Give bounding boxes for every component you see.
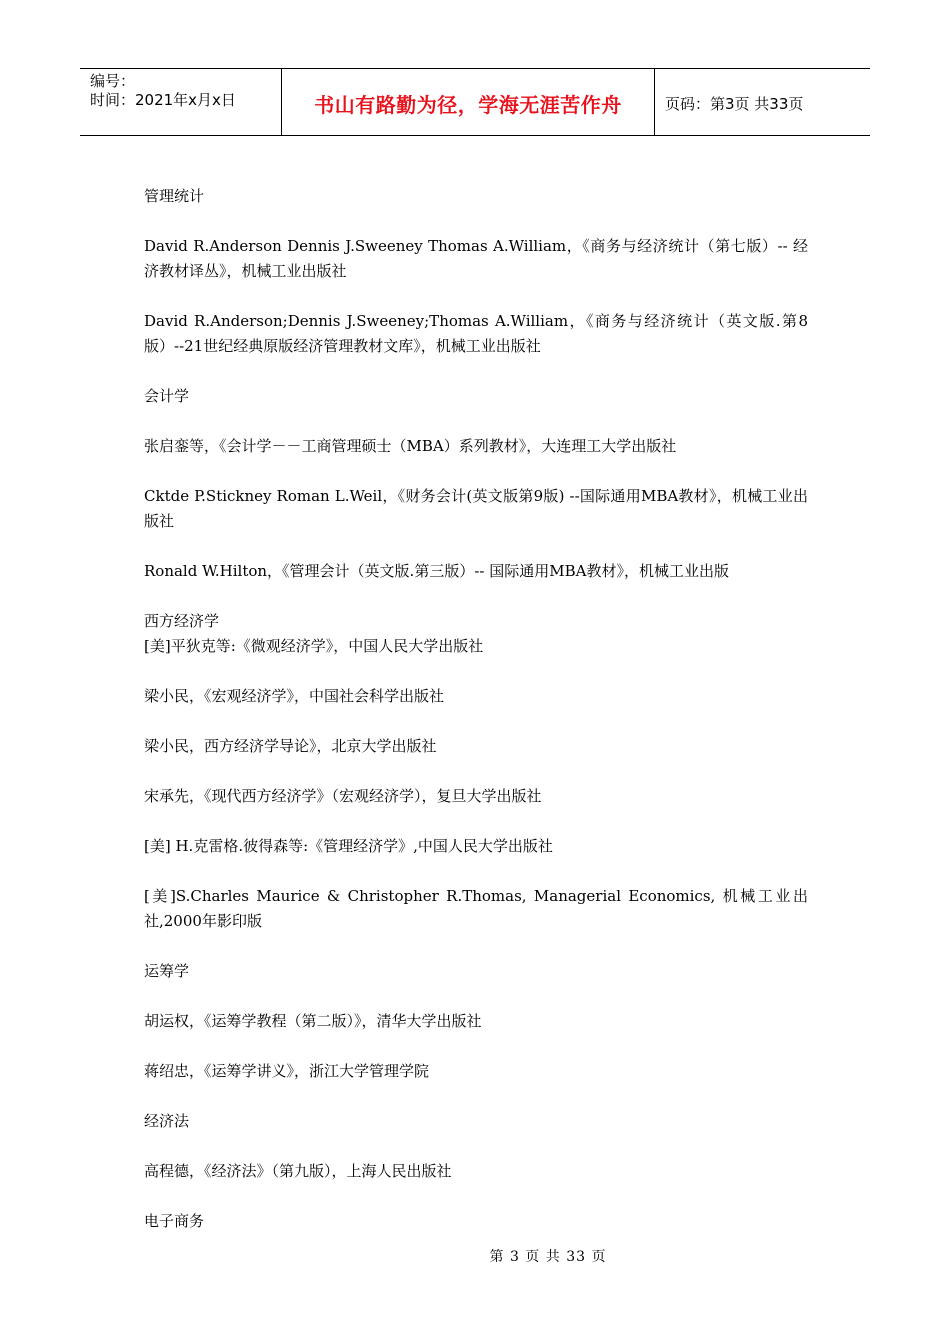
reference-entry: David R.Anderson Dennis J.Sweeney Thomas A.William，《商务与经济统计（第七版）-- 经济教材译丛》，机械工业出版社 (144, 237, 808, 280)
section-heading: 管理统计 (144, 187, 205, 205)
reference-entry: [美]平狄克等:《微观经济学》，中国人民大学出版社 (144, 637, 484, 655)
reference-entry: [美] H.克雷格.彼得森等:《管理经济学》,中国人民大学出版社 (144, 837, 553, 855)
reference-entry: 梁小民，《宏观经济学》，中国社会科学出版社 (144, 687, 445, 705)
reference-entry: 张启銮等，《会计学－－工商管理硕士（MBA）系列教材》，大连理工大学出版社 (144, 437, 677, 455)
page-header (80, 68, 870, 136)
reference-entry: 宋承先，《现代西方经济学》（宏观经济学），复旦大学出版社 (144, 787, 542, 805)
serial-label: 编号： (90, 72, 136, 90)
reference-entry: 胡运权，《运筹学教程（第二版）》，清华大学出版社 (144, 1012, 482, 1030)
reference-entry: 高程德，《经济法》（第九版），上海人民出版社 (144, 1162, 452, 1180)
section-heading: 经济法 (144, 1112, 190, 1130)
document-body (144, 184, 808, 1259)
section-heading: 电子商务 (144, 1212, 205, 1230)
section-heading: 运筹学 (144, 962, 190, 980)
reference-entry: 蒋绍忠，《运筹学讲义》，浙江大学管理学院 (144, 1062, 430, 1080)
reference-entry: Ronald W.Hilton，《管理会计（英文版.第三版）-- 国际通用MBA教材》，机械工业出版 (144, 562, 729, 580)
date-line: 时间：2021年x月x日 (90, 91, 236, 109)
section-heading: 西方经济学 (144, 612, 220, 630)
header-meta (80, 69, 281, 135)
reference-entry: David R.Anderson;Dennis J.Sweeney;Thomas A.William，《商务与经济统计（英文版.第8版）--21世纪经典原版经济管理教材文库》，机械工业出版社 (144, 312, 808, 355)
reference-entry: Cktde P.Stickney Roman L.Weil，《财务会计(英文版第9版) --国际通用MBA教材》，机械工业出版社 (144, 487, 808, 530)
header-motto: 书山有路勤为径，学海无涯苦作舟 (281, 69, 655, 135)
header-page-info: 页码：第3页 共33页 (665, 94, 804, 113)
reference-entry: [美]S.Charles Maurice & Christopher R.Thomas, Managerial Economics, 机械工业出社,2000年影印版 (144, 887, 808, 930)
reference-entry: 梁小民，西方经济学导论》，北京大学出版社 (144, 737, 437, 755)
page-footer: 第 3 页 共 33 页 (489, 1249, 607, 1265)
section-heading: 会计学 (144, 387, 190, 405)
